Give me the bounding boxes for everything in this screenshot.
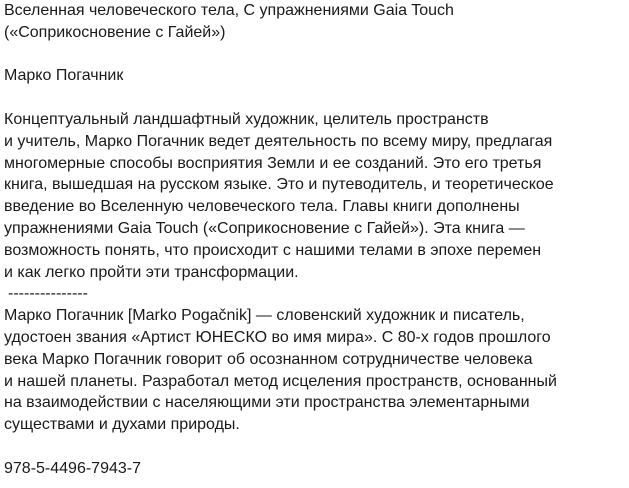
isbn: 978-5-4496-7943-7: [4, 459, 141, 477]
description-line: упражнениями Gaia Touch («Соприкосновение с Гайей»). Эта книга —: [4, 219, 525, 237]
description-line: многомерные способы восприятия Земли и ее созданий. Это его третья: [4, 154, 542, 172]
book-description: [4, 109, 626, 283]
bio-line: Марко Погачник [Marko Pogačnik] — словенский художник и писатель,: [4, 307, 525, 325]
description-line: введение во Вселенную человеческого тела. Главы книги дополнены: [4, 198, 520, 216]
description-line: Концептуальный ландшафтный художник, целитель пространств: [4, 110, 489, 128]
book-title: [4, 0, 626, 44]
description-line: книга, вышедшая на русском языке. Это и путеводитель, и теоретическое: [4, 176, 554, 194]
bio-line: века Марко Погачник говорит об осознанном сотрудничестве человека: [4, 350, 533, 368]
description-line: и как легко пройти эти трансформации.: [4, 263, 299, 281]
book-author: Марко Погачник: [4, 67, 124, 85]
section-separator: ---------------: [8, 285, 88, 303]
bio-line: существами и духами природы.: [4, 416, 240, 434]
description-line: возможность понять, что происходит с нашими телами в эпохе перемен: [4, 241, 542, 259]
book-title-line: Вселенная человеческого тела, С упражнениями Gaia Touch: [4, 2, 454, 19]
description-line: и учитель, Марко Погачник ведет деятельность по всему миру, предлагая: [4, 132, 553, 150]
book-title-line: («Соприкосновение с Гайей»): [4, 23, 226, 41]
bio-line: удостоен звания «Артист ЮНЕСКО во имя мира». С 80-х годов прошлого: [4, 328, 551, 346]
bio-line: и нашей планеты. Разработал метод исцеления пространств, основанный: [4, 372, 557, 390]
bio-line: на взаимодействии с населяющими эти пространства элементарными: [4, 394, 530, 412]
author-bio: [4, 305, 626, 436]
